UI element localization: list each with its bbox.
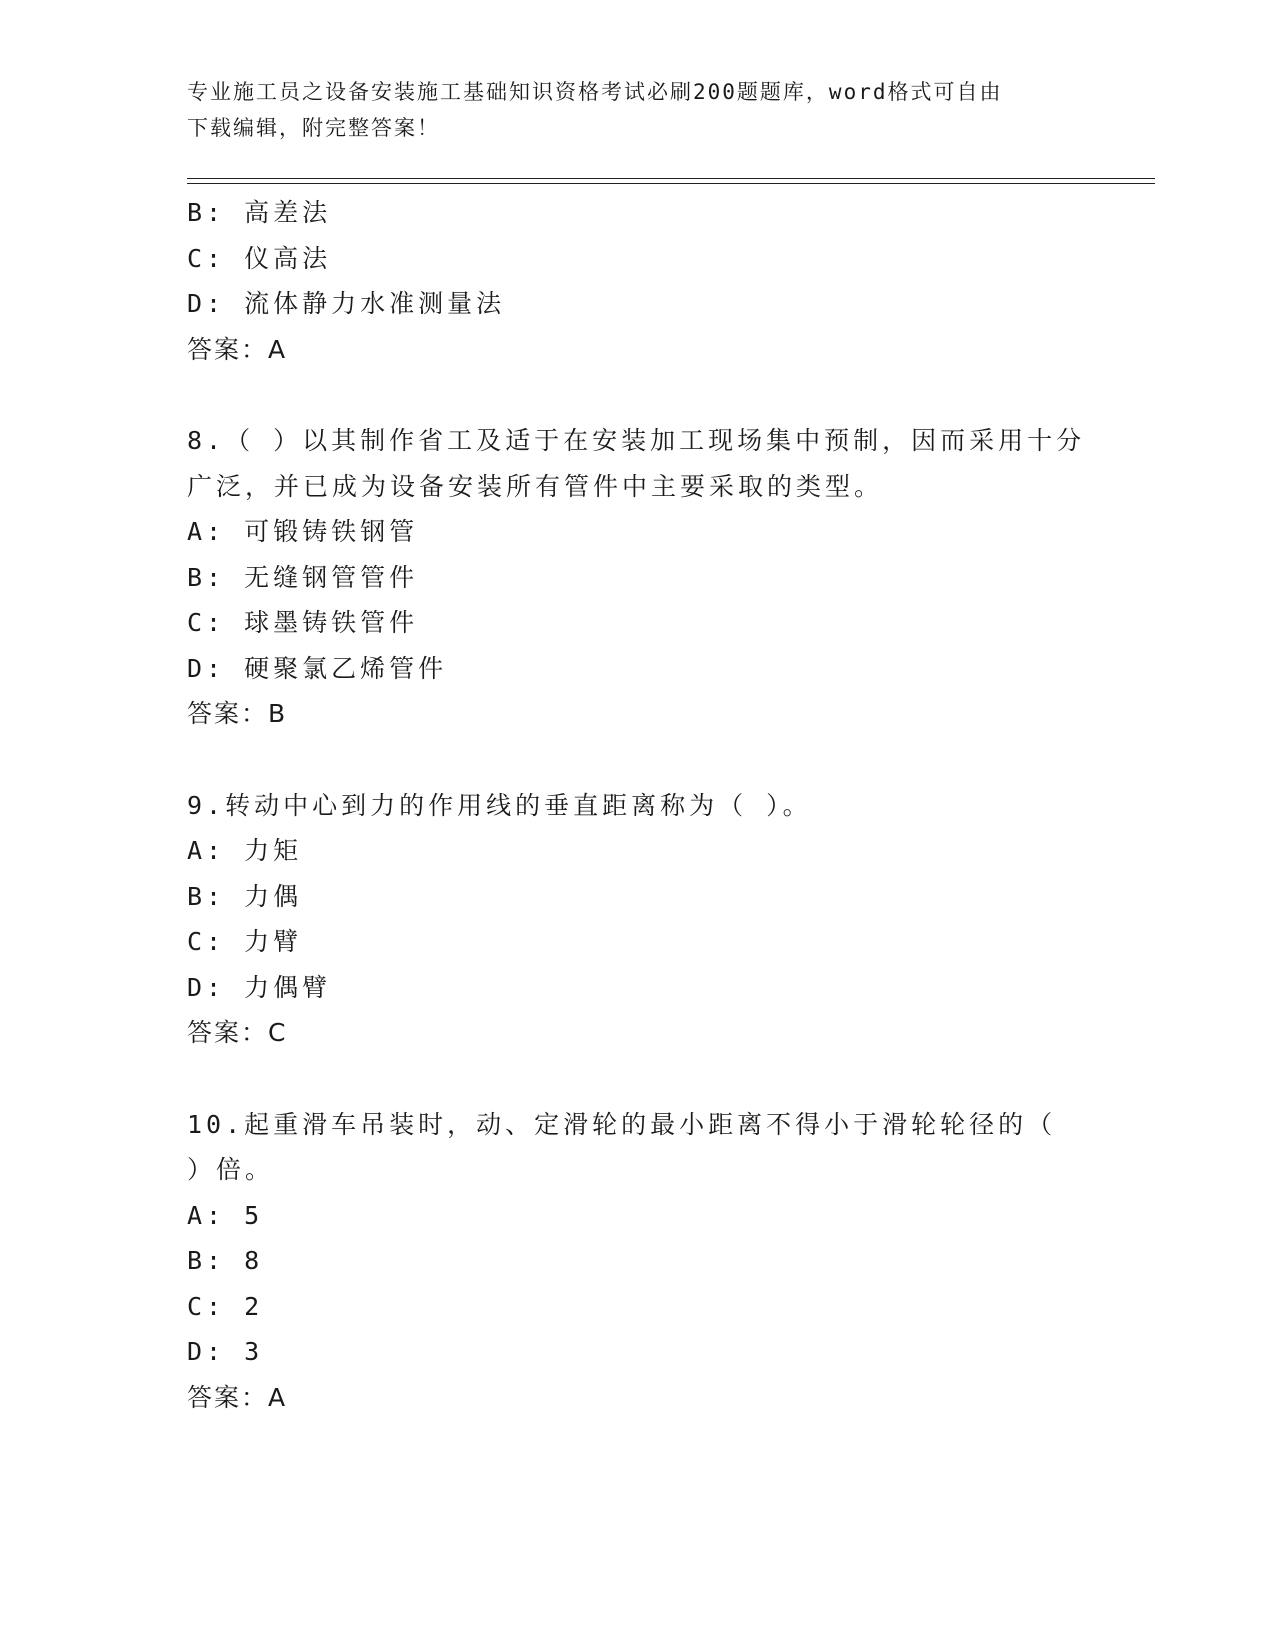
option-b: B: 力偶 (187, 881, 303, 911)
header-line-2: 下载编辑，附完整答案！ (187, 116, 440, 140)
header-rule-top (187, 178, 1155, 179)
question-stem-line: 广泛，并已成为设备安装所有管件中主要采取的类型。 (187, 471, 884, 501)
question-10 (187, 1102, 1087, 1421)
question-stem-line: 10.起重滑车吊装时，动、定滑轮的最小距离不得小于滑轮轮径的（ (187, 1109, 1057, 1139)
question-stem-line: ）倍。 (187, 1155, 275, 1184)
question-9 (187, 783, 1087, 1056)
option-c: C: 仪高法 (187, 243, 332, 273)
question-stem-line: 9.转动中心到力的作用线的垂直距离称为（ ）。 (187, 790, 812, 820)
option-a: A: 力矩 (187, 836, 303, 865)
question-list (187, 190, 1087, 1420)
option-c: C: 球墨铸铁管件 (187, 608, 419, 637)
question-7-tail (187, 190, 1087, 372)
answer: 答案：C (187, 1018, 288, 1047)
option-b: B: 8 (187, 1246, 264, 1275)
option-d: D: 力偶臂 (187, 972, 332, 1002)
option-d: D: 硬聚氯乙烯管件 (187, 653, 448, 683)
question-stem-line: 8.（ ）以其制作省工及适于在安装加工现场集中预制，因而采用十分 (187, 426, 1086, 455)
question-8 (187, 418, 1087, 737)
option-d: D: 3 (187, 1337, 264, 1366)
answer: 答案：A (187, 334, 288, 364)
header-rule-bottom (187, 183, 1155, 184)
header-line-1: 专业施工员之设备安装施工基础知识资格考试必刷200题题库，word格式可自由 (187, 80, 1003, 104)
option-c: C: 2 (187, 1291, 264, 1321)
option-a: A: 可锻铸铁钢管 (187, 517, 419, 546)
option-b: B: 无缝钢管管件 (187, 562, 419, 592)
option-a: A: 5 (187, 1200, 264, 1230)
answer: 答案：B (187, 699, 288, 728)
document-header (187, 74, 1087, 146)
option-b: B: 高差法 (187, 198, 332, 227)
option-d: D: 流体静力水准测量法 (187, 289, 506, 318)
option-c: C: 力臂 (187, 927, 303, 956)
answer: 答案：A (187, 1382, 288, 1412)
